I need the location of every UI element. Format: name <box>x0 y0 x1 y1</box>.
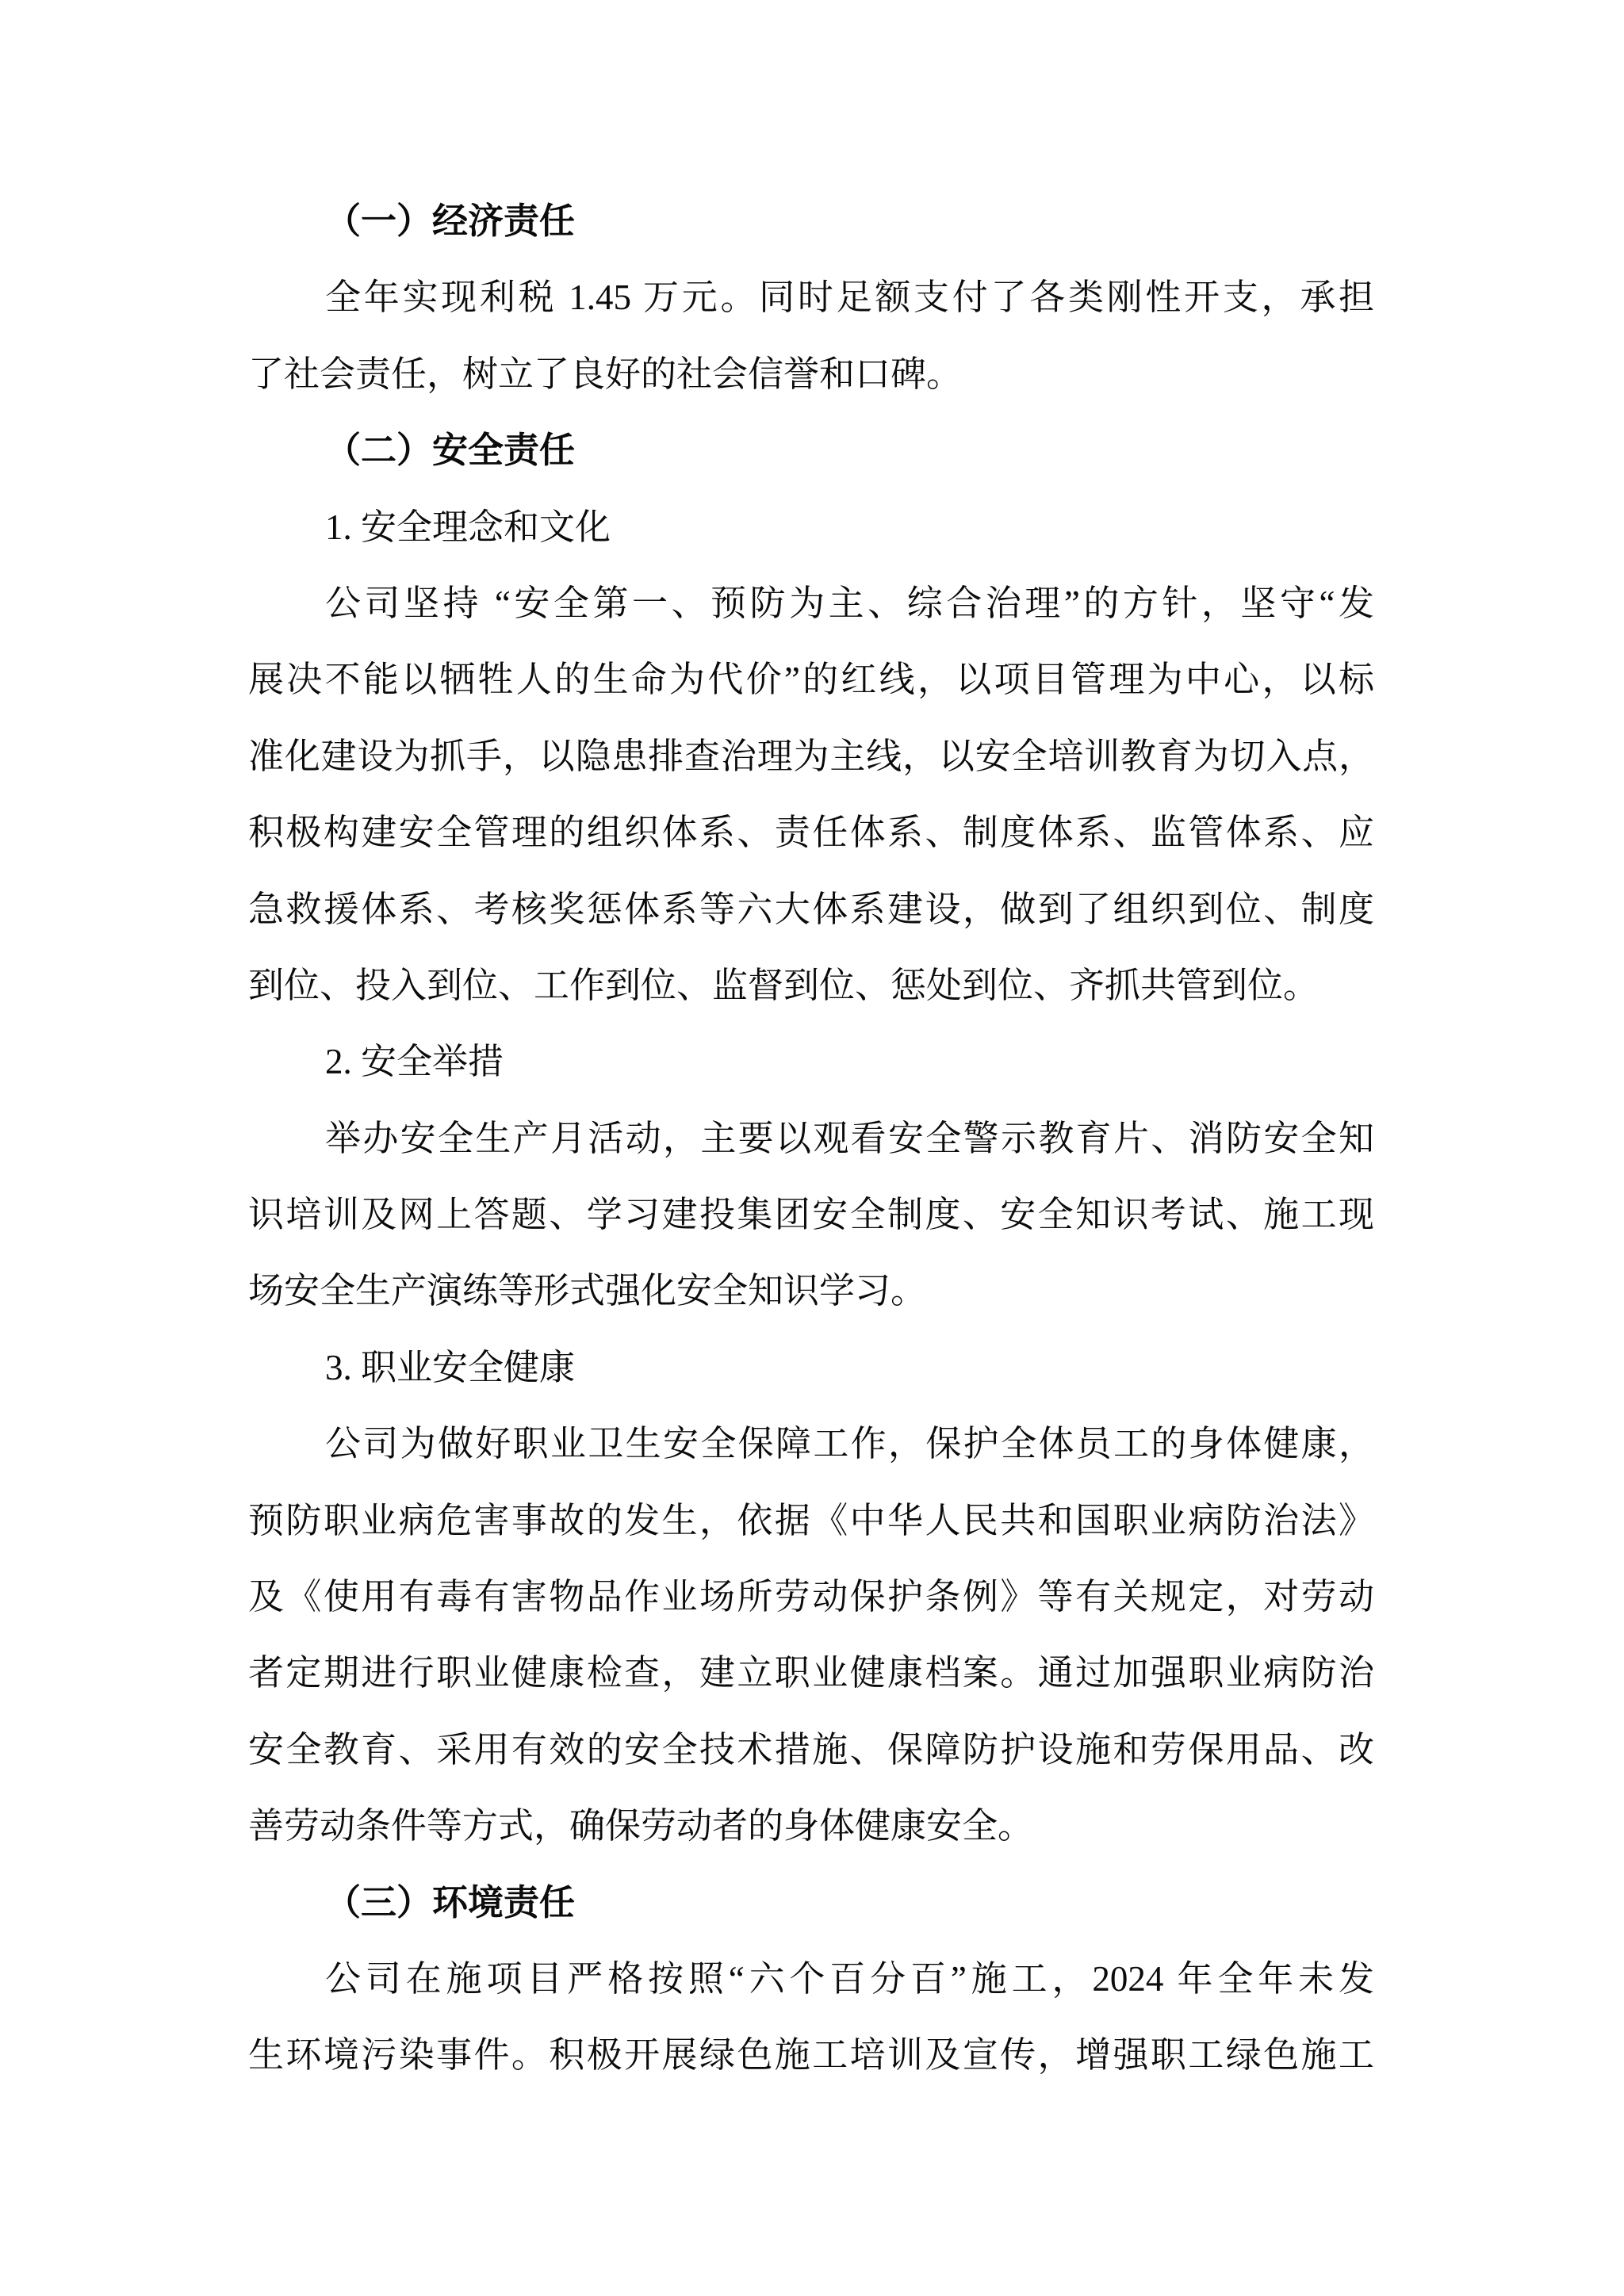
section-heading-line: （一）经济责任 <box>325 201 576 241</box>
paragraph-text-line: 生环境污染事件。积极开展绿色施工培训及宣传，增强职工绿色施工 <box>248 2035 1374 2076</box>
paragraph-text-line: 积极构建安全管理的组织体系、责任体系、制度体系、监管体系、应 <box>248 813 1374 853</box>
paragraph-text-line: 预防职业病危害事故的发生，依据《中华人民共和国职业病防治法》 <box>248 1500 1374 1540</box>
section-heading-line: （二）安全责任 <box>325 430 576 471</box>
paragraph-text-line: 公司在施项目严格按照“六个百分百”施工，2024 年全年未发 <box>325 1958 1374 1999</box>
document-text-block <box>248 183 1374 2094</box>
subheading-line: 3. 职业安全健康 <box>325 1347 576 1387</box>
paragraph-text-line: 到位、投入到位、工作到位、监督到位、惩处到位、齐抓共管到位。 <box>248 965 1320 1005</box>
section-heading-line: （三）环境责任 <box>325 1882 576 1923</box>
paragraph-text-line: 识培训及网上答题、学习建投集团安全制度、安全知识考试、施工现 <box>248 1195 1374 1235</box>
paragraph-text-line: 者定期进行职业健康检查，建立职业健康档案。通过加强职业病防治 <box>248 1653 1374 1693</box>
paragraph-text-line: 展决不能以牺牲人的生命为代价”的红线，以项目管理为中心，以标 <box>248 660 1374 700</box>
paragraph-text-line: 善劳动条件等方式，确保劳动者的身体健康安全。 <box>248 1806 1034 1846</box>
paragraph-text-line: 急救援体系、考核奖惩体系等六大体系建设，做到了组织到位、制度 <box>248 889 1374 929</box>
paragraph-text-line: 及《使用有毒有害物品作业场所劳动保护条例》等有关规定，对劳动 <box>248 1577 1374 1617</box>
paragraph-text-line: 公司为做好职业卫生安全保障工作，保护全体员工的身体健康， <box>325 1424 1374 1464</box>
paragraph-text-line: 举办安全生产月活动，主要以观看安全警示教育片、消防安全知 <box>325 1118 1374 1158</box>
paragraph-text-line: 了社会责任，树立了良好的社会信誉和口碑。 <box>248 354 963 394</box>
paragraph-text-line: 准化建设为抓手，以隐患排查治理为主线，以安全培训教育为切入点， <box>248 736 1374 776</box>
subheading-line: 2. 安全举措 <box>325 1042 504 1082</box>
paragraph-text-line: 公司坚持 “安全第一、预防为主、综合治理”的方针，坚守“发 <box>325 583 1374 623</box>
paragraph-text-line: 场安全生产演练等形式强化安全知识学习。 <box>248 1271 927 1311</box>
subheading-line: 1. 安全理念和文化 <box>325 507 611 547</box>
paragraph-text-line: 安全教育、采用有效的安全技术措施、保障防护设施和劳保用品、改 <box>248 1729 1374 1770</box>
paragraph-text-line: 全年实现利税 1.45 万元。同时足额支付了各类刚性开支，承担 <box>325 277 1374 318</box>
